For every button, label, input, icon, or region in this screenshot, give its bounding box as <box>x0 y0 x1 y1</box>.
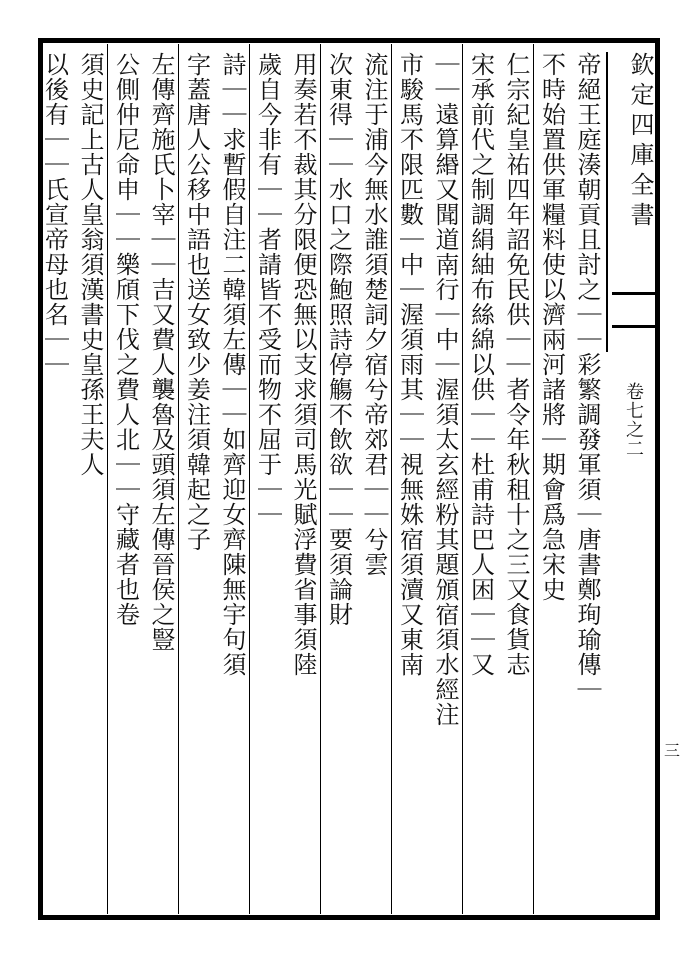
text-column: 用奏若不裁其分限便恐無以支求須司馬光賦浮費省事須陸 <box>289 52 317 677</box>
book-title: 欽定四庫全書 <box>606 52 658 352</box>
text-column: 次東得｜｜水口之際鮑照詩停觴不飲欲｜｜要須論財 <box>324 52 353 627</box>
column-rule <box>533 44 534 914</box>
text-column: 須史記上古人皇翁須漢書史皇孫王夫人 <box>76 52 104 477</box>
text-column: 流注于浦今無水誰須楚詞夕宿兮帝郊君｜｜兮雲 <box>360 52 388 577</box>
text-column: 詩｜｜求暫假自注二韓須左傳｜｜如齊迎女齊陳無宇句須 <box>218 52 246 677</box>
volume-label: 卷七之二 <box>623 382 644 458</box>
column-rule <box>178 44 179 914</box>
column-rule <box>320 44 321 914</box>
page-number: 三 <box>664 741 681 760</box>
fish-tail-mark <box>612 292 656 328</box>
text-column: 仁宗紀皇祐四年詔免民供｜｜者令年秋租十之三又食貨志 <box>502 52 530 677</box>
text-column: 歲自今非有｜｜者請皆不受而物不屈于｜｜ <box>253 52 282 527</box>
text-column: 宋承前代之制調絹紬布絲綿以供｜｜杜甫詩巴人困｜｜又 <box>466 52 495 677</box>
column-rule <box>391 44 392 914</box>
column-rule <box>462 44 463 914</box>
text-column: 不時始置供軍糧料使以濟兩河諸將｜期會爲急宋史 <box>537 52 566 602</box>
text-column: 以後有｜｜氏宣帝母也名｜｜ <box>40 52 69 377</box>
text-column: 帝絕王庭湊朝貢且討之｜｜彩繁調發軍須｜唐書鄭珣瑜傳｜ <box>573 52 601 702</box>
text-column: 字蓋唐人公移中語也送女致少姜注須韓起之子 <box>182 52 211 552</box>
column-rule <box>107 44 108 914</box>
text-column: 市駿馬不限匹數｜中｜渥須雨其｜｜視無姝宿須瀆又東南 <box>395 52 424 677</box>
column-rule <box>249 44 250 914</box>
text-column: ｜｜遠算緡又聞道南行｜中｜渥須太玄經粉其題頒宿須水經注 <box>431 52 459 727</box>
text-column: 左傳齊施氏卜宰｜｜吉又費人襲魯及頭須左傳晉侯之豎 <box>147 52 175 652</box>
text-column: 公側仲尼命申｜｜樂頎下伐之費人北｜｜守藏者也卷 <box>111 52 140 627</box>
